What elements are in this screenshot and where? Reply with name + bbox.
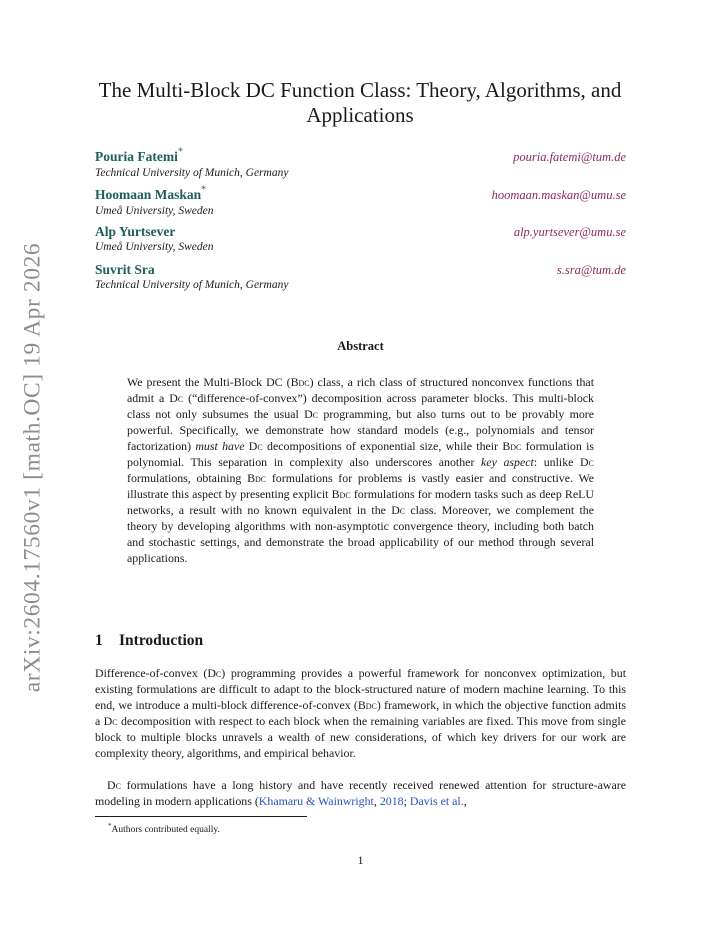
page-number: 1 — [357, 853, 364, 867]
equal-contribution-mark: * — [177, 146, 183, 158]
author-block — [95, 186, 626, 218]
section-heading-introduction — [95, 632, 626, 650]
footnote-mark: * — [108, 822, 112, 830]
author-block — [95, 224, 626, 254]
author-affiliation: Umeå University, Sweden — [95, 241, 214, 253]
abstract-text: We present the Multi-Block DC (Bdc) class, a rich class of structured nonconvex functions that admit a Dc (“difference-of-convex”) decomposition across parameter blocks. This multi-block class not only subsumes the usual Dc programming, but also turns out to be provably more powerful. Specifically, we demonstrate how standard models (e.g., polynomials and tensor factorization) must have Dc decompositions of exponential size, while their Bdc formulation is polynomial. This separation in complexity also underscores another key aspect: unlike Dc formulations, obtaining Bdc formulations for problems is vastly easier and constructive. We illustrate this aspect by presenting explicit Bdc formulations for modern tasks such as deep ReLU networks, a result with no known equivalent in the Dc class. Moreover, we complement the theory by developing algorithms with non-asymptotic convergence theory, including both batch and stochastic settings, and demonstrate the broad applicability of our method through several applications. — [127, 375, 595, 565]
author-affiliation: Technical University of Munich, Germany — [95, 167, 289, 179]
author-affiliation: Umeå University, Sweden — [95, 205, 214, 217]
citation-link[interactable]: Davis et al. — [409, 794, 464, 808]
author-affiliation: Technical University of Munich, Germany — [95, 279, 289, 291]
author-name: Hoomaan Maskan — [95, 187, 202, 202]
author-email[interactable]: hoomaan.maskan@umu.se — [491, 188, 626, 202]
footnote-text: Authors contributed equally. — [111, 825, 220, 836]
author-name: Suvrit Sra — [95, 262, 155, 277]
abstract-heading: Abstract — [337, 339, 384, 353]
author-block — [95, 148, 626, 180]
section-number: 1 — [95, 632, 103, 649]
citation-year-link[interactable]: 2018 — [379, 794, 404, 808]
arxiv-identifier-text: arXiv:2604.17560v1 [math.OC] 19 Apr 2026 — [19, 242, 46, 692]
author-name: Pouria Fatemi — [95, 149, 178, 164]
equal-contribution-mark: * — [201, 184, 207, 196]
author-email[interactable]: pouria.fatemi@tum.de — [513, 150, 626, 164]
citation-link[interactable]: Khamaru & Wainwright — [258, 794, 374, 808]
section-title: Introduction — [119, 632, 204, 649]
author-email[interactable]: s.sra@tum.de — [556, 263, 626, 277]
intro-paragraph-2: Dc formulations have a long history and have recently received renewed attention for structure-aware modeling in modern applications (Khamaru & Wainwright, 2018; Davis et al., — [95, 778, 626, 808]
author-email[interactable]: alp.yurtsever@umu.se — [513, 225, 626, 239]
footnote-rule — [95, 816, 307, 817]
paper-title: The Multi-Block DC Function Class: Theory, Algorithms, and Applications — [98, 78, 622, 127]
intro-paragraph-1: Difference-of-convex (Dc) programming provides a powerful framework for nonconvex optimization, but existing formulations are difficult to adapt to the block-structured nature of modern machine learning. To this end, we introduce a multi-block difference-of-convex (Bdc) framework, in which the objective function admits a Dc decomposition with respect to each block when the remaining variables are fixed. This move from single block to multiple blocks unravels a wealth of new considerations, of which key drivers for our work are complexity theory, algorithms, and empirical behavior. — [95, 666, 626, 760]
author-name: Alp Yurtsever — [95, 224, 176, 239]
arxiv-identifier-stamp — [16, 244, 50, 690]
author-block — [95, 262, 626, 292]
footnote — [108, 820, 220, 836]
